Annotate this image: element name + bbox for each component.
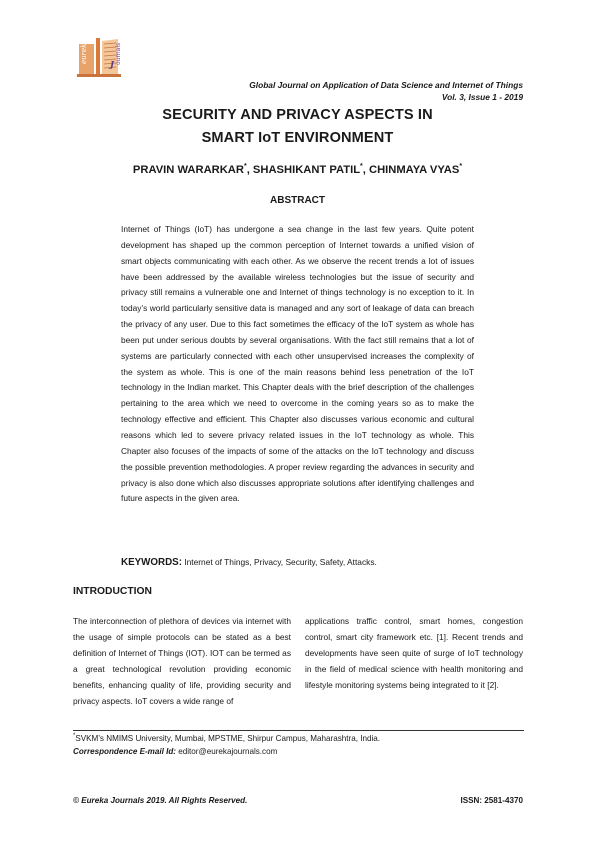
publisher-logo xyxy=(76,34,142,80)
svg-text:eureka: eureka xyxy=(80,39,88,64)
journal-header xyxy=(249,79,523,103)
footnote-correspondence xyxy=(73,747,277,756)
keywords-text: Internet of Things, Privacy, Security, Safety, Attacks. xyxy=(184,557,377,567)
introduction-heading: INTRODUCTION xyxy=(73,586,152,597)
correspondence-email: editor@eurekajournals.com xyxy=(178,747,278,756)
book-logo-icon xyxy=(76,34,142,80)
abstract-text: Internet of Things (IoT) has undergone a sea change in the last few years. Quite potent development has shaped up the common perception of Internet towards a unified vision of smart objects communicating with each other. As we observe the recent trends a lot of issues have been addressed by the available wireless technologies but the issue of security and privacy still remains a vulnerable one and Internet of things technology is no exception to it. In today’s world particularly sensitive data is managed and any sort of leakage of data can breach the privacy of any user. Due to this fact sometimes the efficacy of the IoT system as whole has been put under serious doubts by several organisations. With the fact still remains that a lot of systems are particularly connected with each other unsupervised increases the complexity of the system as whole. This is one of the main reasons behind less penetration of the IoT technology in the Indian market. This Chapter deals with the brief description of the challenges pertaining to the area which we need to overcome in the coming years so as to make the technology effective and efficient. This Chapter also discusses various economic and cultural reasons which led to severe privacy related issues in the IoT technology as whole. This Chapter also focuses of the impacts of some of the attacks on the IoT technology and discuss the possible prevention methodologies. A proper review regarding the advances in security and privacy is also done which also discusses appropriate solutions after identifying challenges and future aspects in the given area. xyxy=(121,224,474,504)
author-name: SHASHIKANT PATIL xyxy=(252,164,361,176)
title-line-1: SECURITY AND PRIVACY ASPECTS IN xyxy=(162,107,433,123)
copyright-notice: © Eureka Journals 2019. All Rights Reserved. xyxy=(73,796,248,805)
footnote-mark: * xyxy=(73,733,76,739)
keywords-label: KEYWORDS: xyxy=(121,557,182,568)
introduction-column-1: The interconnection of plethora of devices via internet with the usage of simple protocols can be stated as a best definition of Internet of Things (IOT). IOT can be termed as a great technological revolution providing economic benefits, enhancing quality of life, providing security and privacy aspects. IoT covers a wide range of xyxy=(73,616,291,706)
affiliation-text: SVKM’s NMIMS University, Mumbai, MPSTME, Shirpur Campus, Maharashtra, India. xyxy=(75,734,380,743)
svg-text:ournals: ournals xyxy=(115,42,122,65)
title-line-2: SMART IoT ENVIRONMENT xyxy=(201,130,394,146)
issn: ISSN: 2581-4370 xyxy=(460,796,523,805)
author-separator: , xyxy=(362,164,369,176)
introduction-column-2: applications traffic control, smart homes, congestion control, smart city framework etc. [1]. Recent trends and developments have seen quite of surge of IoT technology in the field of medical science with health monitoring and lifestyle monitoring systems being integrated to it [2]. xyxy=(305,616,523,690)
author-separator: , xyxy=(246,164,253,176)
correspondence-label: Correspondence E-mail Id: xyxy=(73,747,176,756)
svg-text:J: J xyxy=(110,60,115,70)
footnote-divider xyxy=(73,730,524,731)
journal-name: Global Journal on Application of Data Science and Internet of Things xyxy=(249,80,523,90)
abstract-heading: ABSTRACT xyxy=(270,195,325,206)
paper-title xyxy=(0,104,595,150)
author-mark: * xyxy=(360,163,363,170)
author-mark: * xyxy=(243,163,247,170)
author-name: PRAVIN WARARKAR xyxy=(132,164,244,176)
author-list xyxy=(0,163,595,176)
keywords xyxy=(121,557,481,568)
author-mark: * xyxy=(459,163,463,170)
footnote-affiliation xyxy=(73,733,380,743)
author-name: CHINMAYA VYAS xyxy=(368,164,460,176)
journal-volume: Vol. 3, Issue 1 - 2019 xyxy=(441,92,523,102)
